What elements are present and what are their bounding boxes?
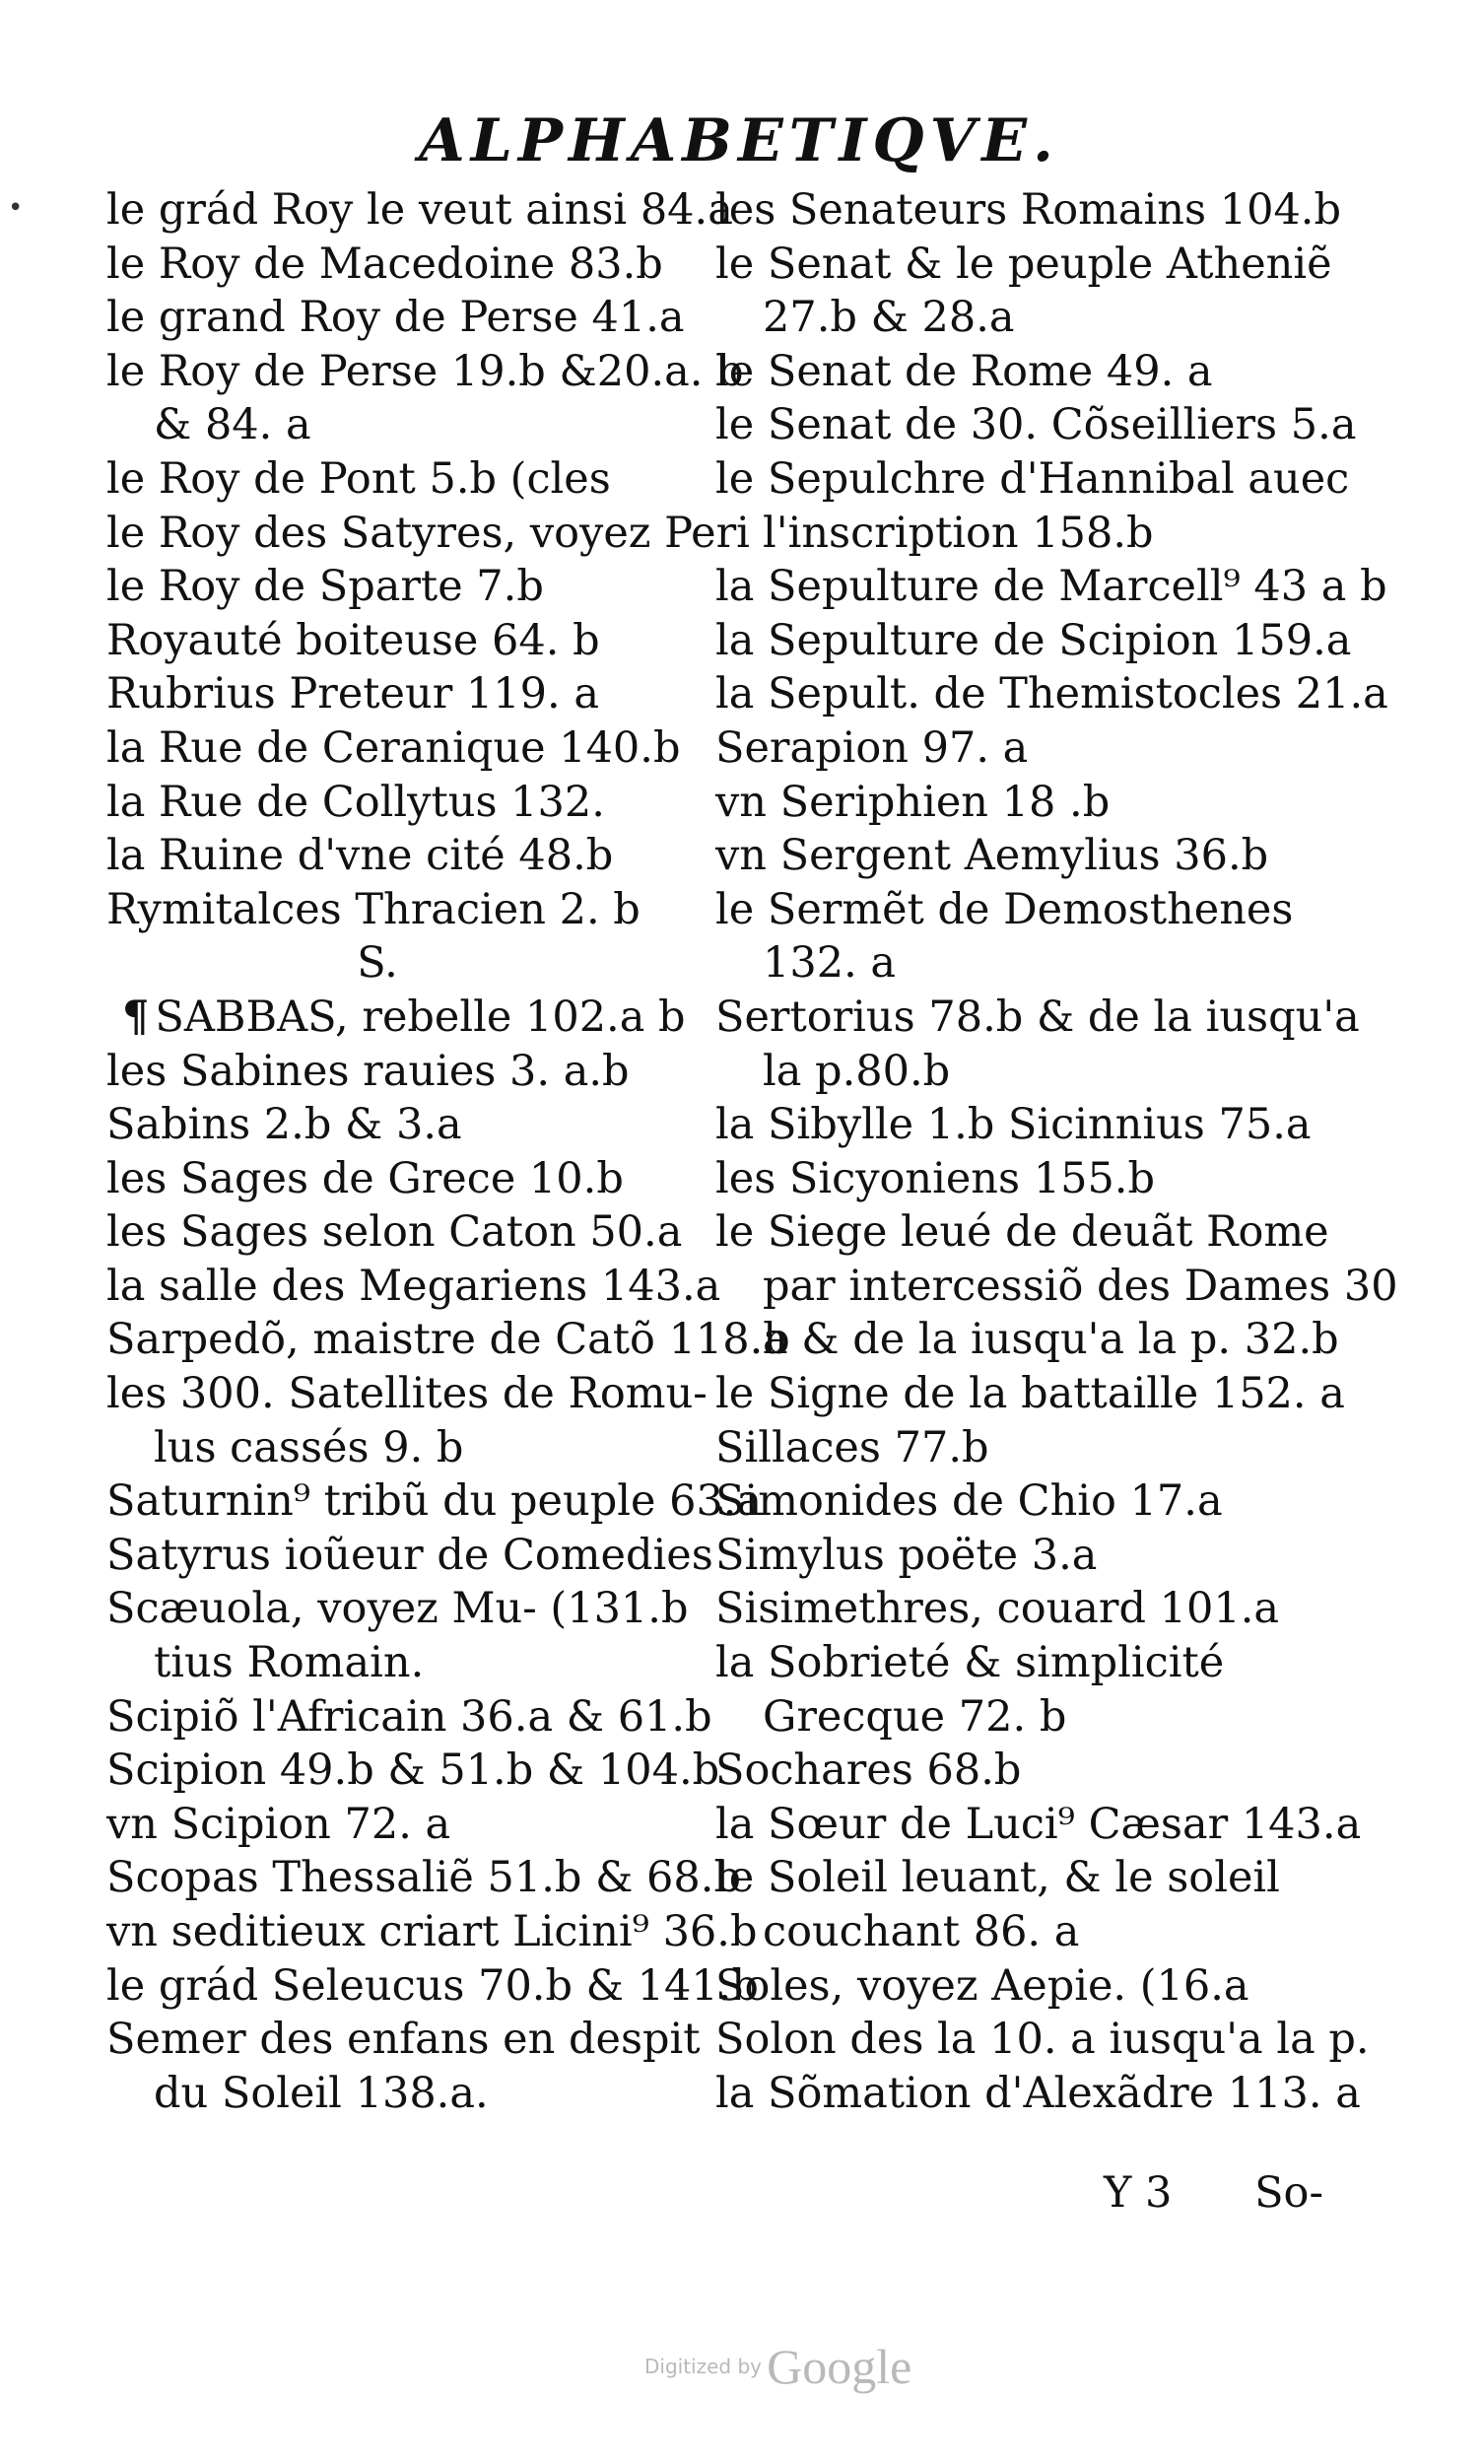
index-entry-continuation: l'inscription 158.b <box>763 508 1154 558</box>
index-entry: la Sepult. de Themistocles 21.a <box>715 669 1388 719</box>
index-entry-continuation: du Soleil 138.a. <box>154 2068 489 2118</box>
index-entry: la Sœur de Luci⁹ Cæsar 143.a <box>715 1799 1362 1849</box>
index-entry: Simylus poëte 3.a <box>715 1530 1098 1580</box>
index-entry-continuation: par intercessiõ des Dames 30 <box>763 1261 1398 1311</box>
index-entry: Solon des la 10. a iusqu'a la p. <box>715 2015 1370 2065</box>
index-entry: Soles, voyez Aepie. (16.a <box>715 1960 1249 2011</box>
index-entry: Sertorius 78.b & de la iusqu'a <box>715 992 1360 1042</box>
index-entry-continuation: 27.b & 28.a <box>763 293 1015 343</box>
index-entry: la Sibylle 1.b Sicinnius 75.a <box>715 1100 1312 1150</box>
index-entry: le Senat de Rome 49. a <box>715 346 1213 396</box>
index-entry: Scipion 49.b & 51.b & 104.b <box>106 1745 720 1796</box>
digitization-watermark <box>644 2338 911 2395</box>
index-entry: Sarpedõ, maistre de Catõ 118.b <box>106 1315 790 1365</box>
index-entry: Sabins 2.b & 3.a <box>106 1100 462 1150</box>
index-entry: le Roy de Macedoine 83.b <box>106 239 663 289</box>
index-entry: le Sepulchre d'Hannibal auec <box>715 453 1350 504</box>
index-entry-continuation: Grecque 72. b <box>763 1691 1067 1742</box>
index-entry: vn Sergent Aemylius 36.b <box>715 831 1269 881</box>
section-first-entry: ¶ SABBAS, rebelle 102.a b <box>122 992 686 1042</box>
catchword: So- <box>1254 2168 1323 2218</box>
index-entry: la Ruine d'vne cité 48.b <box>106 831 614 881</box>
section-letter-heading: S. <box>357 938 398 989</box>
index-entry: Semer des enfans en despit <box>106 2015 701 2065</box>
index-entry: le Roy des Satyres, voyez Peri <box>106 508 750 558</box>
index-entry: vn Scipion 72. a <box>106 1799 451 1849</box>
margin-dot-icon: • <box>8 193 24 223</box>
right-column <box>715 183 1398 2120</box>
index-entry-continuation: couchant 86. a <box>763 1907 1080 1956</box>
left-column <box>106 183 790 2120</box>
index-entry-continuation: & 84. a <box>154 400 311 450</box>
page-footer <box>1104 2168 1323 2218</box>
index-entry: Serapion 97. a <box>715 722 1029 773</box>
index-entry: le Roy de Pont 5.b (cles <box>106 453 611 504</box>
index-entry: le Siege leué de deuãt Rome <box>715 1207 1329 1258</box>
index-entry: le grád Seleucus 70.b & 141.b <box>106 1960 759 2011</box>
pilcrow-icon: ¶ <box>122 992 150 1042</box>
index-entry-continuation: tius Romain. <box>154 1638 425 1688</box>
index-entry: les Senateurs Romains 104.b <box>715 185 1342 235</box>
index-entry: les Sicyoniens 155.b <box>715 1153 1155 1203</box>
index-entry: la Rue de Collytus 132. <box>106 777 605 827</box>
index-entry-continuation: la p.80.b <box>763 1046 951 1096</box>
index-entry: la Sobrieté & simplicité <box>715 1638 1225 1688</box>
index-entry: Sillaces 77.b <box>715 1422 989 1472</box>
index-entry: les Sabines rauies 3. a.b <box>106 1046 630 1096</box>
watermark-prefix: Digitized by <box>644 2355 762 2378</box>
signature-mark: Y 3 <box>1104 2168 1173 2218</box>
index-entry: Satyrus ioũeur de Comedies <box>106 1530 713 1580</box>
index-entry: les 300. Satellites de Romu- <box>106 1369 708 1419</box>
index-entry: la Sepulture de Marcell⁹ 43 a b <box>715 562 1387 612</box>
index-entry: Rubrius Preteur 119. a <box>106 669 599 719</box>
index-entry: Rymitalces Thracien 2. b <box>106 884 641 934</box>
index-entry: vn seditieux criart Licini⁹ 36.b <box>106 1907 758 1956</box>
index-entry: Royauté boiteuse 64. b <box>106 615 600 665</box>
index-entry: vn Seriphien 18 .b <box>715 777 1111 827</box>
index-entry-continuation: a & de la iusqu'a la p. 32.b <box>763 1315 1339 1365</box>
google-logo-icon: Google <box>767 2339 912 2394</box>
index-entry: Simonides de Chio 17.a <box>715 1476 1223 1527</box>
index-entry-continuation: 132. a <box>763 938 897 989</box>
index-entry: le grand Roy de Perse 41.a <box>106 293 685 343</box>
index-entry-continuation: lus cassés 9. b <box>154 1422 464 1472</box>
index-entry: la Sõmation d'Alexãdre 113. a <box>715 2068 1361 2118</box>
index-entry: la Sepulture de Scipion 159.a <box>715 615 1352 665</box>
index-entry: le Signe de la battaille 152. a <box>715 1369 1345 1419</box>
index-entry: le Sermẽt de Demosthenes <box>715 884 1294 934</box>
index-entry: la Rue de Ceranique 140.b <box>106 722 681 773</box>
index-entry: le Soleil leuant, & le soleil <box>715 1853 1280 1903</box>
index-entry: le Senat & le peuple Atheniẽ <box>715 239 1332 289</box>
index-entry: Sisimethres, couard 101.a <box>715 1584 1280 1634</box>
index-entry: Sochares 68.b <box>715 1745 1022 1796</box>
index-entry: le grád Roy le veut ainsi 84.a <box>106 185 733 235</box>
index-entry: le Senat de 30. Cõseilliers 5.a <box>715 400 1357 450</box>
index-entry: Scæuola, voyez Mu- (131.b <box>106 1584 689 1634</box>
index-entry: Scipiõ l'Africain 36.a & 61.b <box>106 1691 712 1742</box>
index-entry: le Roy de Sparte 7.b <box>106 562 544 612</box>
index-entry: la salle des Megariens 143.a <box>106 1261 721 1311</box>
index-entry: les Sages de Grece 10.b <box>106 1153 624 1203</box>
index-entry: le Roy de Perse 19.b &20.a. b <box>106 346 744 396</box>
running-head: ALPHABETIQVE. <box>419 106 1059 175</box>
index-entry: Saturnin⁹ tribũ du peuple 63.a <box>106 1476 763 1527</box>
index-entry: Scopas Thessaliẽ 51.b & 68.b <box>106 1853 741 1903</box>
index-entry: les Sages selon Caton 50.a <box>106 1207 683 1258</box>
